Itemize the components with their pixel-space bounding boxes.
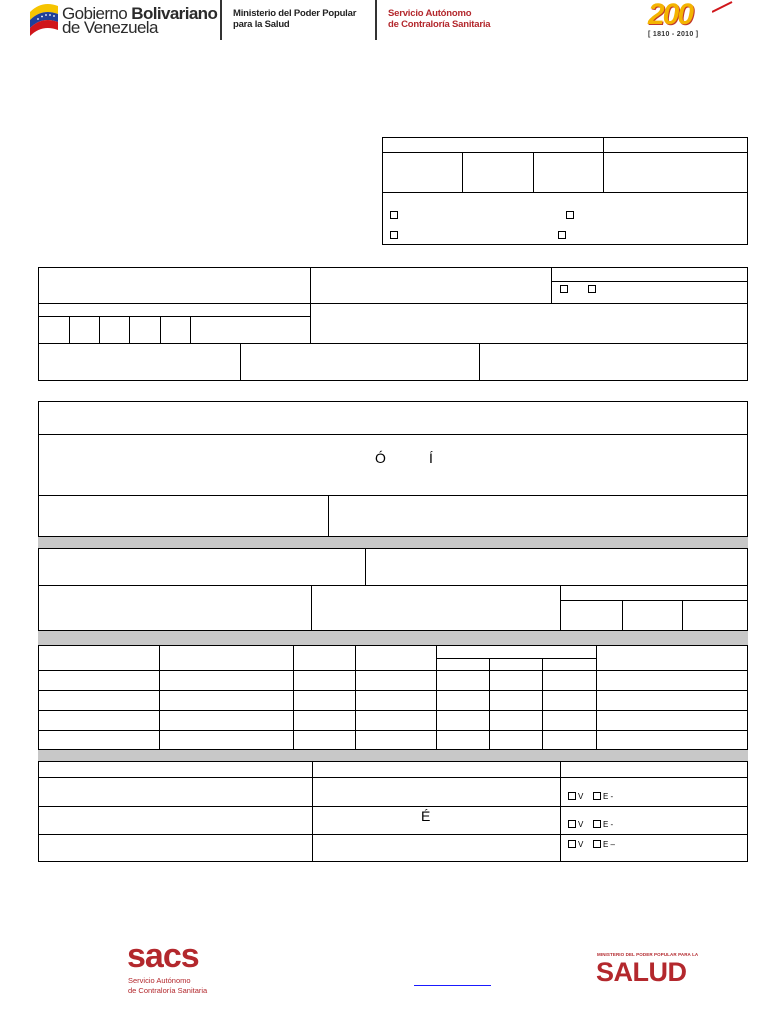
checkbox-extranjero[interactable]: [593, 792, 601, 800]
registry-box: [382, 137, 748, 245]
service-line-2: de Contraloría Sanitaria: [388, 19, 491, 30]
checkbox-option-4[interactable]: [558, 231, 566, 239]
option-e-label: E -: [603, 792, 614, 801]
accent-e-text: É: [421, 808, 431, 824]
section-bar: [38, 630, 748, 646]
checkbox-venezolano[interactable]: [568, 792, 576, 800]
option-v-label: V: [578, 792, 584, 801]
option-e-label: E –: [603, 840, 616, 849]
checkbox-venezolano[interactable]: [568, 840, 576, 848]
section-bar: [38, 749, 748, 762]
checkbox-option-5[interactable]: [560, 285, 568, 293]
checkbox-extranjero[interactable]: [593, 840, 601, 848]
accent-o-text: Ó: [375, 450, 386, 466]
salud-small-text: MINISTERIO DEL PODER POPULAR PARA LA: [597, 952, 699, 957]
header-divider: [375, 0, 377, 40]
checkbox-option-3[interactable]: [390, 231, 398, 239]
sacs-logo-text: sacs: [127, 937, 199, 975]
header-divider: [220, 0, 222, 40]
checkbox-option-1[interactable]: [390, 211, 398, 219]
flag-accent-icon: [712, 0, 734, 14]
option-v-label: V: [578, 840, 584, 849]
checkbox-option-2[interactable]: [566, 211, 574, 219]
section-bar: [38, 536, 748, 549]
bicentennial-years: [ 1810 - 2010 ]: [648, 31, 699, 38]
gov-text-1: Gobierno: [62, 4, 128, 23]
accent-i-text: Í: [429, 450, 433, 466]
checkbox-venezolano[interactable]: [568, 820, 576, 828]
footer-link[interactable]: [414, 985, 491, 986]
service-line-1: Servicio Autónomo: [388, 8, 472, 19]
option-v-label: V: [578, 820, 584, 829]
salud-big-text: SALUD: [596, 957, 687, 987]
gov-text-2: de Venezuela: [62, 18, 158, 37]
sacs-line-1: Servicio Autónomo: [128, 976, 191, 985]
bicentennial-number: 200: [648, 0, 693, 31]
ministry-line-1: Ministerio del Poder Popular: [233, 8, 357, 19]
ministry-line-2: para la Salud: [233, 19, 290, 30]
sacs-line-2: de Contraloría Sanitaria: [128, 986, 208, 995]
checkbox-extranjero[interactable]: [593, 820, 601, 828]
checkbox-option-6[interactable]: [588, 285, 596, 293]
gov-text-bold: Bolivariano: [131, 4, 218, 23]
venezuela-flag-icon: [28, 2, 60, 36]
identification-box: [38, 267, 748, 381]
option-e-label: E -: [603, 820, 614, 829]
